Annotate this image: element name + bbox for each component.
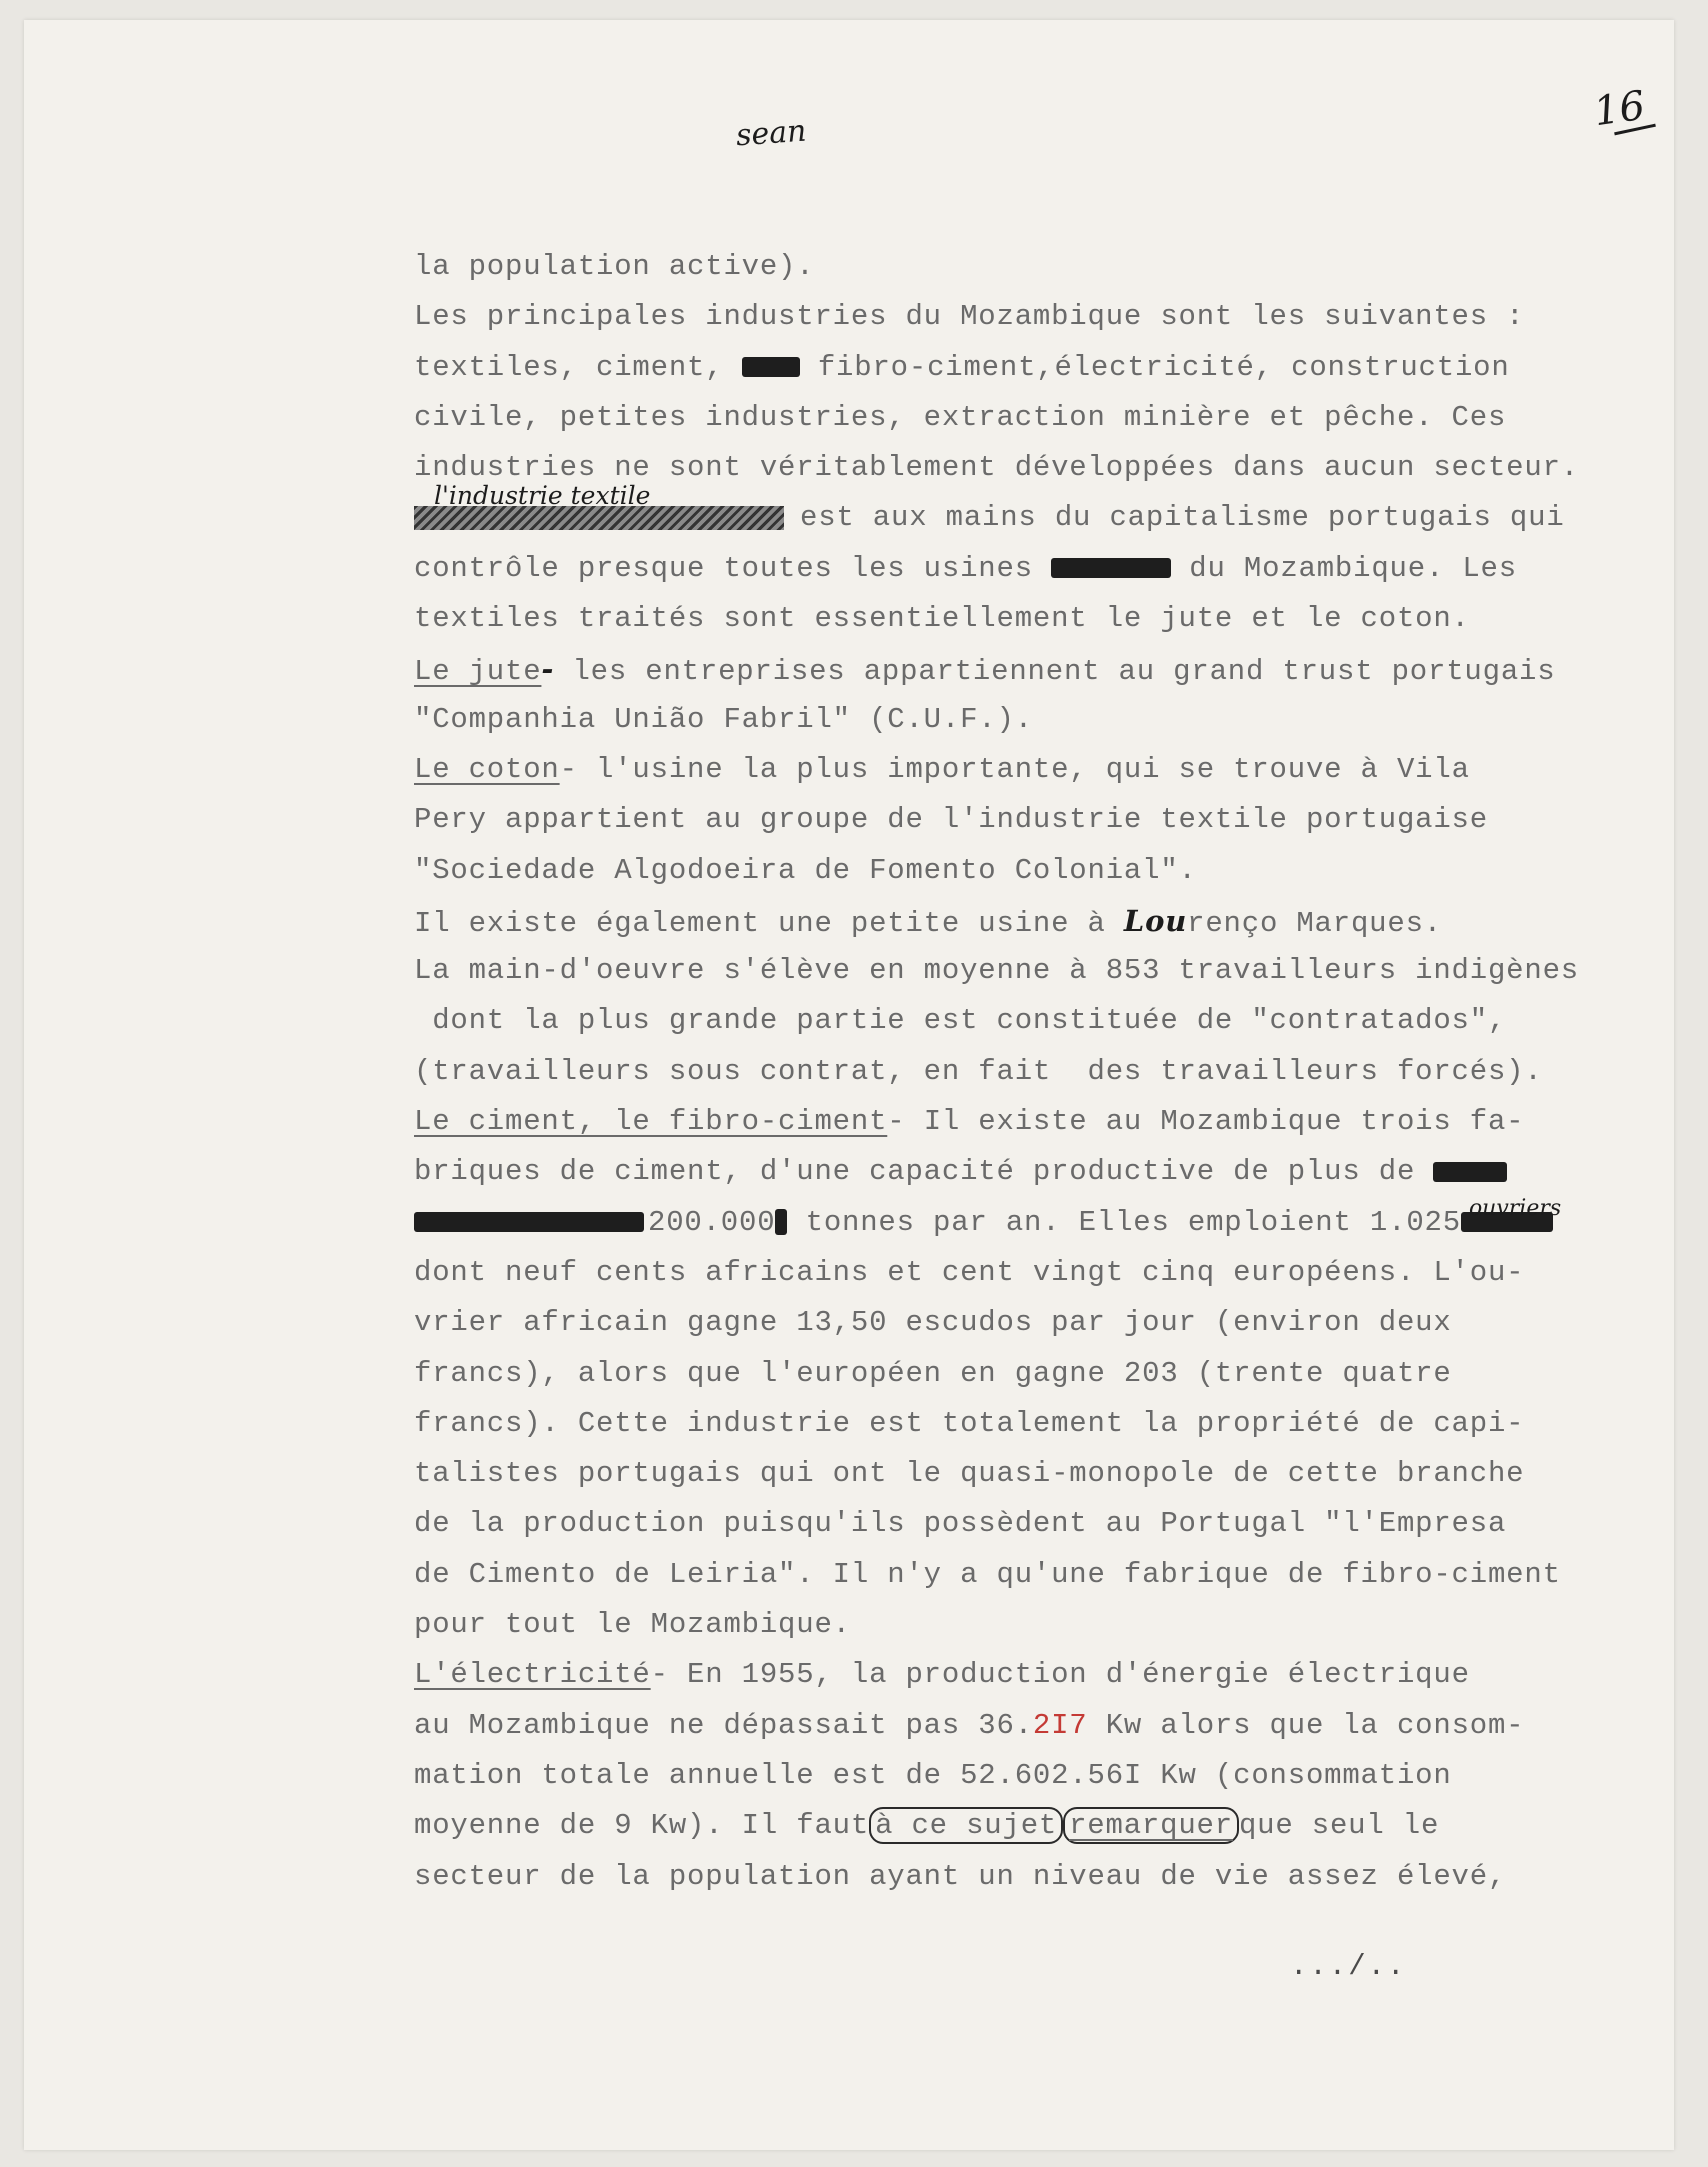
handwritten-correction: Lou [1123,903,1188,938]
text-line: mation totale annuelle est de 52.602.56I Kw (consommation [414,1758,1452,1792]
text-line: Le ciment, le fibro-ciment- Il existe au Mozambique trois fa- [414,1105,1525,1139]
text-line: francs), alors que l'européen en gagne 203 (trente quatre [414,1356,1452,1390]
text-line: La main-d'oeuvre s'élève en moyenne à 853 travailleurs indigènes [414,954,1579,988]
text-line: secteur de la population ayant un niveau de vie assez élevé, [414,1859,1507,1893]
text-line: "Sociedade Algodoeira de Fomento Colonial". [414,853,1197,887]
redaction-mark [414,1212,644,1232]
typed-body [414,242,1684,1902]
text-line: contrôle presque toutes les usines du Mozambique. Les [414,551,1517,585]
text-line: textiles traités sont essentiellement le jute et le coton. [414,602,1470,636]
page-number: 16 [1591,82,1648,136]
text-line: de la production puisqu'ils possèdent au Portugal "l'Empresa [414,1507,1507,1541]
section-heading: Le ciment, le fibro-ciment [414,1105,888,1139]
red-typed-text: 2I7 [1032,1708,1088,1742]
text-line: Les principales industries du Mozambique sont les suivantes : [414,300,1525,334]
section-heading: L'électricité [414,1658,651,1692]
text-line: Il existe également une petite usine à Lourenço Marques. [414,903,1442,940]
redaction-mark [1433,1162,1507,1182]
text-line: civile, petites industries, extraction minière et pêche. Ces [414,400,1507,434]
text-line: vrier africain gagne 13,50 escudos par jour (environ deux [414,1306,1452,1340]
text-line: Le coton- l'usine la plus importante, qui se trouve à Vila [414,752,1470,786]
text-line: pour tout le Mozambique. [414,1608,851,1642]
text-line: moyenne de 9 Kw). Il faut à ce sujet remarquer que seul le [414,1809,1440,1843]
text-line: de Cimento de Leiria". Il n'y a qu'une fabrique de fibro-ciment [414,1557,1561,1591]
handwritten-insertion: ouvriers [1468,1195,1562,1221]
text-line: talistes portugais qui ont le quasi-monopole de cette branche [414,1457,1525,1491]
text-line: Le jute- les entreprises appartiennent au grand trust portugais [414,652,1556,689]
text-line: dont la plus grande partie est constituée de "contratados", [414,1004,1507,1038]
circled-text: remarquer [1063,1807,1239,1844]
continuation-marker: .../.. [1290,1950,1407,1983]
redaction-mark [742,357,800,377]
text-line: au Mozambique ne dépassait pas 36.2I7 Kw alors que la consom- [414,1708,1525,1742]
handwritten-annotation: sean [734,113,808,154]
circled-text: à ce sujet [869,1807,1063,1844]
handwritten-insertion: l'industrie textile [434,481,651,511]
text-line: l'industrie textile est aux mains du capitalisme portugais qui [414,493,1684,543]
text-line: dont neuf cents africains et cent vingt cinq européens. L'ou- [414,1255,1525,1289]
text-line: textiles, ciment, fibro-ciment,électricité, construction [414,350,1510,384]
text-line: 200.000 tonnes par an. Elles emploient 1.025 ouvriers [414,1198,1684,1248]
text-line: L'électricité- En 1955, la production d'énergie électrique [414,1658,1470,1692]
text-line: francs). Cette industrie est totalement la propriété de capi- [414,1406,1525,1440]
section-heading: Le coton [414,752,560,786]
section-heading: Le jute [414,655,542,689]
text-line: la population active). [414,250,815,283]
text-line: "Companhia União Fabril" (C.U.F.). [414,702,1033,736]
redaction-mark [1051,558,1171,578]
text-line: briques de ciment, d'une capacité productive de plus de [414,1147,1684,1197]
text-line: Pery appartient au groupe de l'industrie textile portugaise [414,803,1488,837]
text-line: industries ne sont véritablement développées dans aucun secteur. [414,451,1579,485]
redaction-mark [775,1209,787,1235]
text-line: (travailleurs sous contrat, en fait des travailleurs forcés). [414,1054,1543,1088]
